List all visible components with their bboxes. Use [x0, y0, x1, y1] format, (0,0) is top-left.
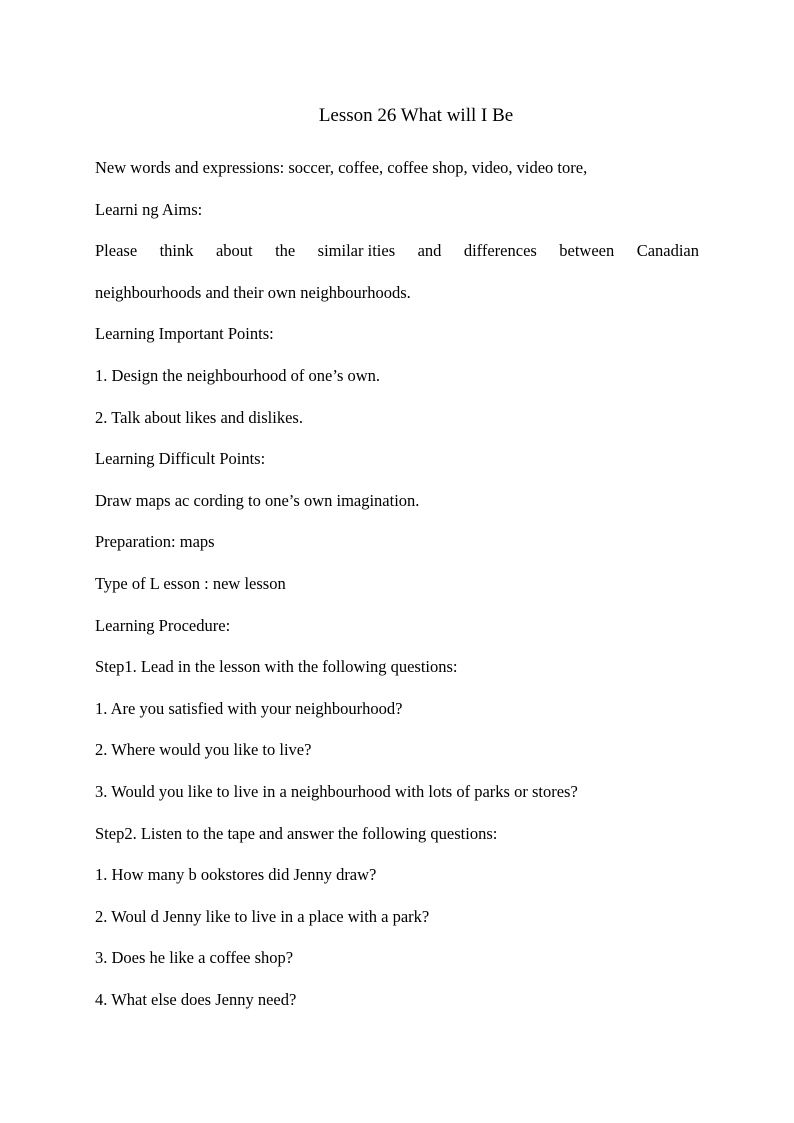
lesson-type-line: Type of L esson : new lesson	[95, 573, 286, 593]
aims-word: the	[275, 241, 296, 261]
step1-question-3: 3. Would you like to live in a neighbourhood with lots of parks or stores?	[95, 781, 578, 801]
aims-word: similar ities	[317, 241, 396, 261]
aims-word: about	[215, 241, 253, 261]
important-point-1: 1. Design the neighbourhood of one’s own.	[95, 365, 381, 385]
difficult-text: Draw maps ac cording to one’s own imagination.	[95, 490, 420, 510]
aims-heading: Learni ng Aims:	[95, 199, 203, 219]
aims-word: Please	[95, 241, 138, 261]
aims-line-2: neighbourhoods and their own neighbourhoods.	[95, 282, 411, 302]
aims-word: and	[417, 241, 442, 261]
aims-word: differences	[463, 241, 537, 261]
aims-line-1	[95, 230, 699, 272]
step2-question-2: 2. Woul d Jenny like to live in a place with a park?	[95, 906, 430, 926]
step1-question-1: 1. Are you satisfied with your neighbourhood?	[95, 698, 403, 718]
important-heading: Learning Important Points:	[95, 324, 274, 344]
step2-question-4: 4. What else does Jenny need?	[95, 989, 297, 1009]
step2-question-3: 3. Does he like a coffee shop?	[95, 948, 294, 968]
document-body	[95, 147, 699, 1020]
difficult-heading: Learning Difficult Points:	[95, 449, 266, 469]
step2-line: Step2. Listen to the tape and answer the following questions:	[95, 823, 498, 843]
preparation-line: Preparation: maps	[95, 532, 215, 552]
aims-word: Canadian	[636, 241, 699, 261]
page-title: Lesson 26 What will I Be	[318, 105, 514, 126]
aims-word: between	[559, 241, 615, 261]
important-point-2: 2. Talk about likes and dislikes.	[95, 407, 303, 427]
new-words-line: New words and expressions: soccer, coffee, coffee shop, video, video tore,	[95, 158, 588, 177]
step1-question-2: 2. Where would you like to live?	[95, 740, 312, 760]
step1-line: Step1. Lead in the lesson with the following questions:	[95, 657, 458, 677]
aims-word: think	[159, 241, 194, 261]
procedure-heading: Learning Procedure:	[95, 615, 231, 635]
step2-question-1: 1. How many b ookstores did Jenny draw?	[95, 865, 377, 885]
